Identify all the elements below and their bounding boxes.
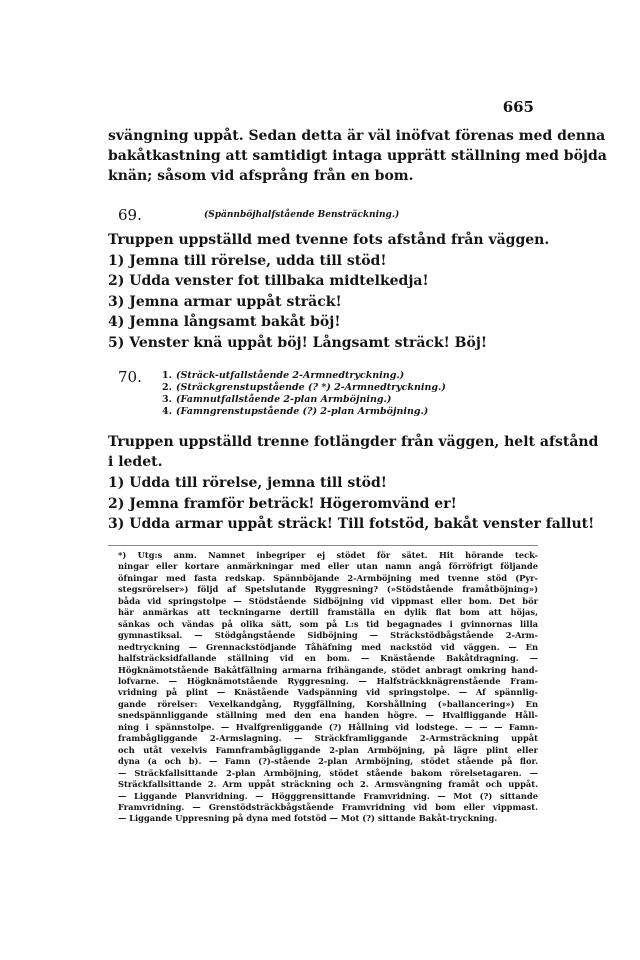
- footnote-line: gymnastiksal. — Stödgångstående Sidböjning — Sträckstödbågstående 2-Arm-: [118, 630, 538, 641]
- variant-text: (Sträckgrenstupstående (? *) 2-Armnedtryckning.): [176, 382, 446, 393]
- command-line: 2) Jemna framför beträck! Högeromvänd er!: [108, 495, 457, 512]
- footnote-line: här anmärkas att teckningarne dertill framställa en dylik flat bom att höjas,: [118, 607, 538, 618]
- footnote-line: öfningar med fasta redskap. Spännböjande 2-Armböjning med tvenne stöd (Pyr-: [118, 572, 538, 583]
- intro-paragraph: [108, 126, 607, 186]
- footnote-line: snedspännliggande ställning med den ena handen högre. — Hvalfliggande Håll-: [118, 710, 538, 721]
- footnote: [118, 550, 538, 825]
- footnote-line: — Liggande Planvridning. — Högggrensittande Framvridning. — Mot (?) sittande: [118, 790, 538, 801]
- footnote-line: Högknämotstående Bakåtfällning armarna frihängande, stödet anbragt omkring hand-: [118, 664, 538, 675]
- page-number: 665: [502, 98, 534, 116]
- variant-number: 4.: [162, 406, 172, 417]
- exercise-70-commands: [108, 473, 595, 535]
- footnote-line: halfsträcksidfallande ställning vid en bom. — Knästående Bakåtdragning. —: [118, 653, 538, 664]
- variant-number: 3.: [162, 394, 172, 405]
- variant-line: [162, 382, 446, 394]
- text-line: bakåtkastning att samtidigt intaga upprätt ställning med böjda: [108, 148, 607, 164]
- exercise-69-title: (Spännböjhalfstående Bensträckning.): [204, 210, 400, 220]
- footnote-line: och utåt vexelvis Famnframbågliggande 2-plan Armböjning, på lägre plint eller: [118, 744, 538, 755]
- variant-text: (Famngrenstupstående (?) 2-plan Armböjning.): [176, 406, 429, 417]
- footnote-line: frambågliggande 2-Armslagning. — Sträckframliggande 2-Armsträckning uppåt: [118, 733, 538, 744]
- footnote-line: dyna (a och b). — Famn (?)-stående 2-plan Armböjning, stödet stående på flor.: [118, 756, 538, 767]
- command-line: 3) Jemna armar uppåt sträck!: [108, 293, 342, 310]
- text-line: i ledet.: [108, 454, 163, 470]
- footnote-line: Framvridning. — Grenstödsträckbågstående Framvridning vid bom eller vippmast.: [118, 801, 538, 812]
- variant-text: (Famnutfallstående 2-plan Armböjning.): [176, 394, 392, 405]
- variant-line: [162, 394, 446, 406]
- text-line: Truppen uppställd trenne fotlängder från väggen, helt afstånd: [108, 434, 599, 450]
- footnote-line: — Liggande Uppresning på dyna med fotstöd — Mot (?) sittande Bakåt-tryckning.: [118, 813, 498, 824]
- command-line: 5) Venster knä uppåt böj! Långsamt sträck! Böj!: [108, 334, 488, 351]
- footnote-line: gande rörelser: Vexelkandgång, Ryggfällning, Korshållning (»ballancering») En: [118, 698, 538, 709]
- variant-line: [162, 406, 446, 418]
- footnote-line: ning i spännstolpe. — Hvalfgrenliggande (?) Hållning vid lodstege. — — — Famn-: [118, 721, 538, 732]
- exercise-69-number: 69.: [118, 206, 142, 224]
- command-line: 3) Udda armar uppåt sträck! Till fotstöd, bakåt venster fallut!: [108, 516, 595, 532]
- text-line: svängning uppåt. Sedan detta är väl inöfvat förenas med denna: [108, 128, 606, 144]
- command-line: 2) Udda venster fot tillbaka midtelkedja!: [108, 273, 429, 289]
- footnote-divider: [108, 545, 538, 546]
- footnote-line: sänkas och vändas på olika sätt, som på L:s tid begagnades i gvinnornas lilla: [118, 618, 538, 629]
- exercise-70-number: 70.: [118, 368, 142, 386]
- command-line: 1) Udda till rörelse, jemna till stöd!: [108, 475, 387, 491]
- footnote-line: — Sträckfallsittande 2-plan Armböjning, stödet stående bakom rörelsetagaren. —: [118, 767, 538, 778]
- exercise-70-variants: [162, 370, 446, 418]
- text-line: knän; såsom vid afsprång från en bom.: [108, 168, 414, 184]
- exercise-70-lead: [108, 432, 599, 472]
- footnote-line: stegsrörelser») följd af Spetslutande Ryggresning? (»Stödstående framåtböjning»): [118, 584, 538, 595]
- footnote-line: lofvarne. — Högknämotstående Ryggresning. — Halfsträckknägrenstående Fram-: [118, 675, 538, 686]
- footnote-line: *) Utg:s anm. Namnet inbegriper ej stödet för sätet. Hit hörande teck-: [118, 550, 538, 560]
- exercise-69-body: [108, 230, 548, 353]
- variant-text: (Sträck-utfallstående 2-Armnedtryckning.): [176, 370, 405, 381]
- variant-number: 1.: [162, 370, 172, 381]
- footnote-line: vridning på plint — Knästående Vadspänning vid springstolpe. — Af spännlig-: [118, 687, 538, 698]
- command-line: 1) Jemna till rörelse, udda till stöd!: [108, 252, 387, 269]
- footnote-line: ningar eller kortare anmärkningar med eller utan namn angå förröfrigt följande: [118, 561, 538, 572]
- footnote-line: Sträckfallsittande 2. Arm uppåt sträckning och 2. Armsvängning framåt och uppåt.: [118, 779, 538, 790]
- footnote-line: båda vid springstolpe — Stödstående Sidböjning vid vippmast eller bom. Det bör: [118, 595, 538, 606]
- variant-line: [162, 370, 446, 382]
- footnote-line: nedtryckning — Grennackstödjande Tåhäfning med nackstöd vid väggen. — En: [118, 641, 538, 652]
- exercise-lead: Truppen uppställd med tvenne fots afstånd från väggen.: [108, 232, 550, 248]
- variant-number: 2.: [162, 382, 172, 393]
- command-line: 4) Jemna långsamt bakåt böj!: [108, 314, 341, 330]
